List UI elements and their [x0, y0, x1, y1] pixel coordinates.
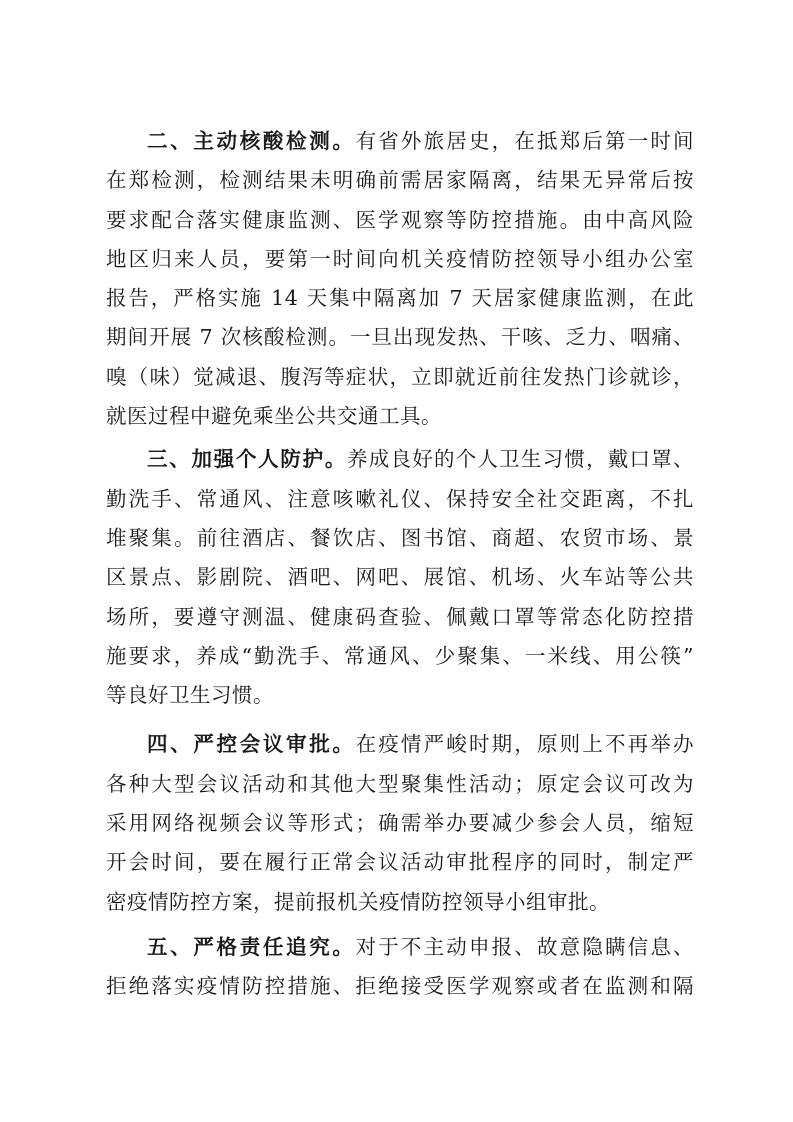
section-5: [106, 928, 694, 1007]
paragraph-line: [106, 725, 694, 764]
paragraph-text: 有省外旅居史，在抵郑后第一时间: [355, 129, 695, 153]
paragraph-text: 对于不主动申报、故意隐瞒信息、: [355, 934, 695, 959]
section-heading: 二、主动核酸检测。: [147, 129, 356, 153]
paragraph-line: 要求配合落实健康监测、医学观察等防控措施。由中高风险: [106, 207, 694, 232]
section-heading: 五、严格责任追究。: [147, 934, 356, 959]
paragraph-text: 养成良好的个人卫生习惯，戴口罩、: [347, 447, 694, 472]
paragraph-line: 区景点、影剧院、酒吧、网吧、展馆、机场、火车站等公共: [106, 565, 694, 590]
paragraph-line: 期间开展 7 次核酸检测。一旦出现发热、干咳、乏力、咽痛、: [106, 325, 694, 350]
paragraph-line: 拒绝落实疫情防控措施、拒绝接受医学观察或者在监测和隔: [106, 974, 694, 999]
document-page: [106, 122, 694, 1007]
paragraph-line: 堆聚集。前往酒店、餐饮店、图书馆、商超、农贸市场、景: [106, 525, 694, 550]
paragraph-line: 等良好卫生习惯。: [106, 683, 274, 708]
paragraph-line: [106, 928, 694, 967]
paragraph-line: 开会时间，要在履行正常会议活动审批程序的同时，制定严: [106, 850, 694, 875]
paragraph-line: 报告，严格实施 14 天集中隔离加 7 天居家健康监测，在此: [106, 286, 694, 311]
paragraph-line: 场所，要遵守测温、健康码查验、佩戴口罩等常态化防控措: [106, 604, 694, 629]
section-2: [106, 122, 694, 436]
section-heading: 三、加强个人防护。: [147, 447, 348, 472]
paragraph-line: 嗅（味）觉减退、腹泻等症状，立即就近前往发热门诊就诊，: [106, 364, 694, 389]
paragraph-line: 就医过程中避免乘坐公共交通工具。: [106, 404, 442, 429]
section-heading: 四、严控会议审批。: [147, 732, 356, 757]
paragraph-line: 采用网络视频会议等形式；确需举办要减少参会人员，缩短: [106, 811, 694, 836]
paragraph-line: [106, 122, 694, 161]
paragraph-line: 勤洗手、常通风、注意咳嗽礼仪、保持安全社交距离，不扎: [106, 486, 694, 511]
paragraph-line: 地区归来人员，要第一时间向机关疫情防控领导小组办公室: [106, 246, 694, 271]
paragraph-line: 施要求，养成“勤洗手、常通风、少聚集、一米线、用公筷”: [106, 643, 694, 668]
section-3: [106, 440, 694, 715]
paragraph-line: 在郑检测，检测结果未明确前需居家隔离，结果无异常后按: [106, 168, 694, 193]
paragraph-line: 密疫情防控方案，提前报机关疫情防控领导小组审批。: [106, 889, 610, 914]
paragraph-line: [106, 440, 694, 479]
paragraph-line: 各种大型会议活动和其他大型聚集性活动；原定会议可改为: [106, 771, 694, 796]
section-4: [106, 725, 694, 921]
paragraph-text: 在疫情严峻时期，原则上不再举办: [355, 732, 695, 757]
